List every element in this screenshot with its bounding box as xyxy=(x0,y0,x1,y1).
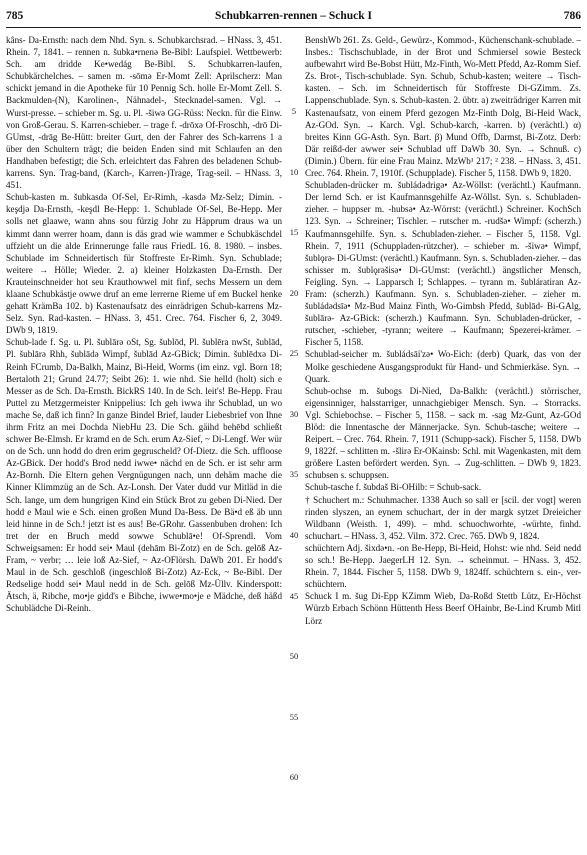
entry-schub-lade: Schub-lade f. Sg. u. Pl. šublārə oSt, Sg. šublōd, Pl. šublēra nwSt, šublād, Pl. šublārə Rhh, šublādə Wimpf, šublād Az-GBick; Dimin. šublēdxə Di-Reinh FCrumb, Da-Balkh, Mainz, Bi-Heid, Worms (im einz. vgl. Born 18; Bertaloth 21; Grund 24.77; Seibt 26): 1. wie nhd. Sie helld (holt) sich e Messer as de Sch. Da-Ernsth. BickRS 140. In de Sch. leit's! Be-Hepp. Frau Puttel zu Metzgermeister Knippelius: Ich geh iwwa ihr Schublad, un wo mache Se, daß ich finn? In ganze Bindel Brief, lauder Liebesbrief von Ihne ihrm Fritz an mei Dochda NiebHu 23. Die Sch. gäihd behēbd schließt schwer Be-Elmsh. Er kramd en de Sch. erum Az-Sief, ~ Di-Lengf. Wer wür on de Sch. unn hodd do dren erim gegruscheld? Of-Dietz. die Sch. uffloose Az-GBick. Der hodd's Brod nedd iwwe• nächd en de Sch. er ist sehr arm Az-Bornh. Die Eltern gehen Vergnügungen nach, unn dehäm mache die Kinner Klimmzüg an de Sch. Az-Lonsh. Der Vater dudd vur Mitläd in die Sch. lange, um dem hungrigen Kind ein Stück Brot zu geben Di-Nied. Der hodd e Maul wie e Sch. einen großen Mund Da-Bess. De Bä•d eß äb unn leid hinne in de Sch.! jetzt ist es aus! Be-GRohr. Gassenbuben drohen: Ich tret der en Bruch medd sowwe Schublā•e! Of-Sprendl. Vom Schweigsamen: Er hodd sei• Maul (dehām Bi-Zotz) en de Sch. gelōß Az-Fram, ~ verbr; … leie loß Az-Sief, ~ Az-OFlörsh. DaWb 201. Er hodd's Maul in de Sch. geschloß (ingeschloß Bi-Zotz) Az-Eck, ~ Be-Bibl. Der Redselige hodd sei• Maul nedd in de Sch. gelōß Mz-Üllv. Kinderspott: Ätsch, ä, Ribche, mo•je gidd's e Bibche, iwwe•mo•je e Mädche, deß häßd Schublädche Di-Reinh. xyxy=(6,337,282,614)
entry-schuechtern: schüchtern Adj. šixdə•n. -on Be-Hepp, Bi-Heid, Hohst: wie nhd. Seid nedd so sch.! Be-Hepp. JaegerLH 12. Syn. → scheinmut. – HNass. 3, 452. Rhein. 7, 1844. Fischer 5, 1158. DWb 9, 1824ff. schüchtern s. ein-, ver-schüchtern. xyxy=(305,542,581,590)
left-column xyxy=(6,34,282,849)
entry-schub-ochse: Schub-ochse m. šubogs Di-Nied, Da-Balkh: (verächtl.) störrischer, eigensinniger, halsstarriger, unnachgiebiger Mensch. Syn. → Storracks. Vgl. Schiebochse. – Fischer 5, 1158. – sack m. -sag Mz-Gunt, Az-GOd Blöd: die Innentasche der Männerjacke. Syn. Schub-tasche; weitere → Reipert. – Crec. 764. Rhein. 7, 1911 (Schupp-sack). Fischer 5, 1158. DWb 9, 1822f. – schlitten m. -šlirə Er-OKainsb: Schl. mit Wagenkasten, mit dem größere Lasten befördert werden. Syn. → Zug-schlitten. – DWb 9, 1823. schubsen s. schuppsen. xyxy=(305,385,581,481)
entry-schubladen: Schubladen-drücker m. šubládədrigə• Az-Wöllst: (verächtl.) Kaufmann. Der lernd Sch. er ist Kaufmannsgehilfe Az-Wöllst. Syn. s. Schubladen-zieher. – huppser m. -hubsə• Az-Wörrst: (verächtl.) Schreiner. KochSch 123. Syn. → Schreiner; Tischler. – rutscher m. -rudšə• Wimpf: (scherzh.) Kaufmannsgehilfe. Syn. s. Schubladen-zieher. – Fischer 5, 1158. Vgl. Rhein. 7, 1911 (Schuppladen-rützcher). – schieber m. -šiwə• Wimpf, šublǫrə- Di-GUmst: (verächtl.) Kaufmann. Syn. s. Schubladen-zieher. – das schisser m. šublǫrəšisə• Di-GUmst: (verächtl.) ängstlicher Mensch, Feigling. Syn. → Lapparsch I; Schlappes. – tyrann m. šubláratiran Az-Fram: (scherzh.) Kaufmann. Syn. s. Schubladen-zieher. – zieher m. šubládədsīə• Mz-Bud Mainz Finth, Wo-Gimbsh Pfedd, šublād- Bi-GAlg, šublārə- Az-GBick: (scherzh.) Kaufmann. Syn. Schubladen-drücker, -rutscher, -schieber, -tyrann; weitere → Kaufmann; Spezerei-krämer. – Fischer 5, 1158. xyxy=(305,180,581,348)
line-number: 30 xyxy=(289,409,299,419)
entry-schubkarren: kâns- Da-Ernsth: nach dem Nhd. Syn. s. Schubkarchsrad. – HNass. 3, 451. Rhein. 7, 1841. – rennen n. šubka•rnenə Be-Bibl: Laufspiel. Wettbewerb: Sch. am dridde Ke•wedág Be-Bibl. S. Schubkarren-laufen, Schubkärchelches. – samen m. -sōmə Er-Momt Zell: Aprilscherz: Man schickt jemand in die Apotheke für 10 Pennig Sch. holle Er-Momt Zell. S. Backmulden-(N), Karolinen-, Nähnadel-, Stecknadel-samen. Vgl. → Wurst-presse. – schieber m. Sg. u. Pl. -šiwə GG-Rüss: Neckn. für die Einw. von Groß-Gerau. S. Karren-schieber. – trage f. -drōxə Of-Froschh, -drō Di-GUmst, -drāg Be-Hütt: breiter Gurt, den der Fahrer des Sch-karrens 1 a über den Schultern trägt; die beiden Enden sind mit Schlaufen an den Handhaben befestigt; die Sch. erleichtert das Fahren des beladenen Schub-karrens. Syn. Trag-band, (Karch-, Karren-)Trage, Trag-seil. – HNass. 3, 451. xyxy=(6,35,282,191)
line-number: 5 xyxy=(291,106,297,116)
line-number-gutter xyxy=(283,34,305,849)
entry-schub-lade-cont: BenshWb 261. Zs. Geld-, Gewürz-, Kommod-, Küchenschank-schublade. – Insbes.: Tischschublade, in der Brot und Schmiersel sowie Besteck aufbewahrt wird Be-Bobst Hütt, Mz-Finth, Wo-Mett Pfedd, Az-Romm Sief. Zs. Brot-, Tisch-schublade. Syn. Schub, Schub-kasten; weitere → Tisch-kasten. – Sch. im Schneidertisch für Stoffreste Di-GZimm. Zs. Lappenschublade. Syn. s. Schub-kasten. 2. übtr. a) zweiträdriger Karren mit Kastenaufsatz, von einem Pferd gezogen Mz-Finth Dolg, Bi-Heid Wack, Az-GOd. Syn. → Karch. Vgl. Schub-karch, -karren. b) (verächtl.) α) breites Kinn GG-Asth. Syn. Bart. β) Mund Offb, Darmst, Bi-Zotz. Derb: Där reißd-der awwer sei• Schublad uff DaWb 30. Syn. → Schnuß. c) (Dimin.) Übern. für eine Frau Mainz. MzWb¹ 217; ² 238. – HNass. 3, 451. Crec. 764. Rhein. 7, 1910f. (Schupplade). Fischer 5, 1158. DWb 9, 1820. xyxy=(305,35,581,179)
line-number: 45 xyxy=(289,591,299,601)
right-column xyxy=(305,34,581,849)
line-number: 55 xyxy=(289,712,299,722)
entry-schub-tasche: Schub-tasche f. šubdaš Bi-OHilb: = Schub-sack. xyxy=(305,482,482,493)
line-number: 20 xyxy=(289,288,299,298)
line-number: 35 xyxy=(289,469,299,479)
line-number: 60 xyxy=(289,772,299,782)
entry-schuck-i: Schuck I m. šug Di-Epp KZimm Wieb, Da-Roßd Stettb Lütz, Er-Höchst Würzb Erbach Schönn Hüttenth Hess Beerf OHainbr, Be-Lind Krumb Mitl Lörz xyxy=(305,591,581,626)
line-number: 15 xyxy=(289,227,299,237)
entry-schublad-seicher: Schublad-seicher m. šubládsāi'zə• Wo-Eich: (derb) Quark, das von der Molke geschiedene Ausgangsprodukt für Hand- und Schmierkäse. Syn. → Quark. xyxy=(305,349,581,384)
page-number-left: 785 xyxy=(6,10,24,22)
running-header xyxy=(6,10,581,24)
header-rule xyxy=(6,27,581,28)
entry-schuchert: † Schuchert m.: Schuhmacher. 1338 Auch so sall er [scil. der vogt] weren rinden slyszen, an eynem schuchart, der in der margk sytzet Dreieicher Wildbann (Weisth. 1, 499). – mhd. schuochworhte, -würhte, finhd. schuchart. – HNass. 3, 452. Vilm. 372. Crec. 765. DWb 9, 1824. xyxy=(305,494,581,541)
entry-schub-kasten: Schub-kasten m. šubkasdə Of-Sel, Er-Rimh, -kasdə Mz-Selz; Dimin. -keşdjə Da-Ernsth, -keşdl Be-Hepp: 1. Schublade Of-Sel, Be-Hepp. Mer solls net glaawe, wann ahns sou fürzig Johr zu Häpprum draus wa un kimmt dann werrer hoam, dann is däs grad wie wammer e Schubkäschdel uffzieht un die alde Erinnerunge falle raus FriedL 16. 8. 1980. – insbes. Schublade im Schneidertisch für Stoffreste Er-Rimh. Syn. Schublade; weitere → Hölle; Wieder. 2. a) kleiner Holzkasten Da-Ernsth. Der Krauteinschneider hot seu Krauthowwel mit finf, sechs Messern un dem klaane Schubkästje owwe druf an eme lerrerne Rieme uf em Buckel henke gehatt KrämBa 102. b) Kastenaufsatz des einrädrigen Schub-karrens Mz-Selz. Syn. Rad-kasten. – HNass. 3, 451. Crec. 764. Fischer 6, 2, 3049. DWb 9, 1819. xyxy=(6,192,282,336)
line-number: 10 xyxy=(289,167,299,177)
line-number: 50 xyxy=(289,651,299,661)
page-number-right: 786 xyxy=(563,10,581,22)
running-title: Schubkarren-rennen – Schuck I xyxy=(214,10,373,22)
line-number: 40 xyxy=(289,530,299,540)
line-number: 25 xyxy=(289,348,299,358)
